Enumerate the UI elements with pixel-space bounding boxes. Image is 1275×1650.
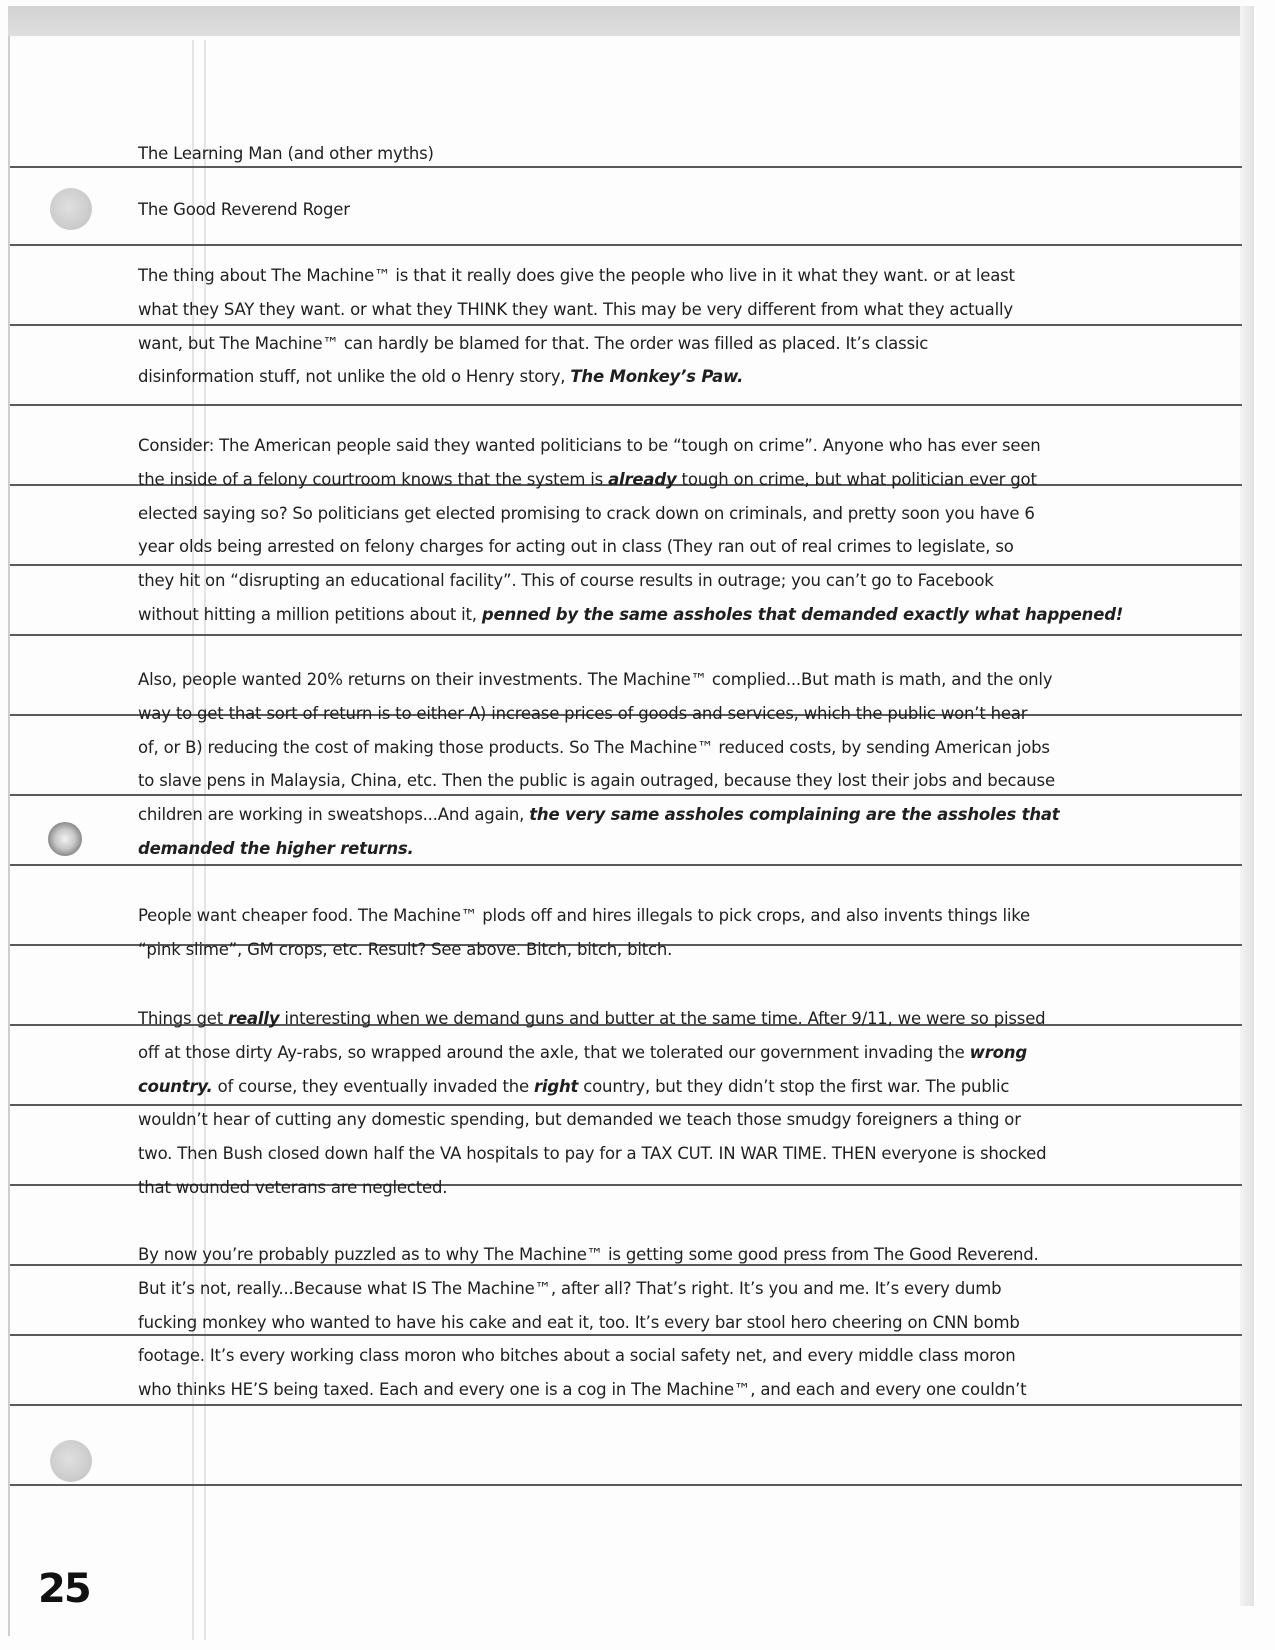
text-run: Also, people wanted 20% returns on their investments. The Machine™ complied...But math is math, and the only <box>138 670 1053 689</box>
text-line <box>138 1144 1046 1163</box>
italic-text: country. <box>138 1076 213 1096</box>
ruled-line <box>10 1484 1242 1486</box>
text-line <box>138 334 928 353</box>
text-line <box>138 1009 1045 1028</box>
ruled-line <box>10 564 1242 566</box>
text-run: But it’s not, really...Because what IS The Machine™, after all? That’s right. It’s you and me. It’s every dumb <box>138 1278 1002 1298</box>
text-line <box>138 839 414 858</box>
binder-hole <box>48 822 82 856</box>
text-line <box>138 1346 1016 1365</box>
italic-text: the very same assholes complaining are the assholes that <box>529 805 1060 825</box>
text-run: tough on crime, but what politician ever got <box>676 469 1037 489</box>
page-number: 25 <box>38 1566 90 1612</box>
text-run: they hit on “disrupting an educational facility”. This of course results in outrage; you can’t go to Facebook <box>138 571 994 591</box>
text-run: People want cheaper food. The Machine™ plods off and hires illegals to pick crops, and also invents things like <box>138 906 1030 925</box>
text-run: Things get <box>138 1009 229 1028</box>
scan-top-band <box>8 6 1252 36</box>
ruled-line <box>10 1404 1242 1406</box>
text-run: who thinks HE’S being taxed. Each and every one is a cog in The Machine™, and each and every one couldn’t <box>138 1380 1027 1400</box>
text-run: of course, they eventually invaded the <box>212 1076 534 1096</box>
italic-text: wrong <box>969 1042 1027 1062</box>
text-run: By now you’re probably puzzled as to why The Machine™ is getting some good press from The Good Reverend. <box>138 1245 1039 1264</box>
text-line <box>138 670 1052 689</box>
text-line <box>138 571 994 590</box>
text-line <box>138 504 1035 523</box>
document-author: The Good Reverend Roger <box>138 200 350 219</box>
ruled-line <box>10 1264 1242 1266</box>
scan-right-edge <box>1240 6 1254 1606</box>
text-line <box>138 738 1050 757</box>
text-run: The thing about The Machine™ is that it really does give the people who live in it what they want. or at least <box>138 266 1015 285</box>
text-line <box>138 704 1027 723</box>
ruled-line <box>10 1104 1242 1106</box>
text-line <box>138 367 743 386</box>
text-run: that wounded veterans are neglected. <box>138 1178 448 1197</box>
text-line <box>138 436 1041 455</box>
text-run: children are working in sweatshops...And again, <box>138 805 530 825</box>
text-line <box>138 1245 1039 1264</box>
ruled-line <box>10 864 1242 866</box>
text-run: off at those dirty Ay-rabs, so wrapped around the axle, that we tolerated our government invading the <box>138 1042 970 1062</box>
text-run: the inside of a felony courtroom knows that the system is <box>138 469 609 489</box>
binder-hole <box>50 1440 92 1482</box>
text-run: disinformation stuff, not unlike the old o Henry story, <box>138 367 571 387</box>
text-run: want, but The Machine™ can hardly be blamed for that. The order was filled as placed. It’s classic <box>138 333 929 353</box>
text-run: wouldn’t hear of cutting any domestic spending, but demanded we teach those smudgy foreigners a thing or <box>138 1110 1021 1130</box>
text-line <box>138 537 1014 556</box>
italic-text: already <box>608 469 677 489</box>
italic-text: The Monkey’s Paw. <box>570 367 744 387</box>
ruled-line <box>10 404 1242 406</box>
document-title: The Learning Man (and other myths) <box>138 144 434 163</box>
ruled-line <box>10 324 1242 326</box>
text-run: way to get that sort of return is to either A) increase prices of goods and services, which the public won’t hear <box>138 703 1028 723</box>
text-run: to slave pens in Malaysia, China, etc. Then the public is again outraged, because they lost their jobs and because <box>138 771 1055 791</box>
text-run: “pink slime”, GM crops, etc. Result? See above. Bitch, bitch, bitch. <box>138 939 673 959</box>
text-run: country, but they didn’t stop the first war. The public <box>578 1076 1010 1096</box>
text-run: of, or B) reducing the cost of making those products. So The Machine™ reduced costs, by sending American jobs <box>138 737 1050 757</box>
text-line <box>138 1313 1020 1332</box>
italic-text: demanded the higher returns. <box>138 839 414 858</box>
ruled-line <box>10 166 1242 168</box>
text-line <box>138 940 672 959</box>
text-line <box>138 300 1013 319</box>
text-run: footage. It’s every working class moron who bitches about a social safety net, and every middle class moron <box>138 1346 1016 1366</box>
text-line <box>138 470 1037 489</box>
text-line <box>138 1380 1026 1399</box>
text-run: Consider: The American people said they wanted politicians to be “tough on crime”. Anyone who has ever seen <box>138 436 1041 455</box>
text-line <box>138 805 1060 824</box>
text-run: year olds being arrested on felony charges for acting out in class (They ran out of real crimes to legislate, so <box>138 537 1014 557</box>
text-run: what they SAY they want. or what they THINK they want. This may be very different from what they actually <box>138 299 1013 319</box>
text-run: without hitting a million petitions about it, <box>138 605 482 624</box>
ruled-line <box>10 634 1242 636</box>
text-line <box>138 771 1055 790</box>
italic-text: really <box>228 1009 280 1028</box>
italic-text: right <box>534 1076 579 1096</box>
text-line <box>138 1178 447 1197</box>
text-run: two. Then Bush closed down half the VA hospitals to pay for a TAX CUT. IN WAR TIME. THEN everyone is shocked <box>138 1144 1047 1164</box>
text-run: interesting when we demand guns and butter at the same time. After 9/11, we were so pissed <box>279 1009 1046 1028</box>
text-line <box>138 1077 1009 1096</box>
text-line <box>138 1279 1001 1298</box>
italic-text: penned by the same assholes that demanded exactly what happened! <box>481 605 1124 624</box>
ruled-line <box>10 1334 1242 1336</box>
text-line <box>138 1110 1021 1129</box>
ruled-line <box>10 794 1242 796</box>
text-line <box>138 266 1015 285</box>
scan-left-edge <box>8 36 10 1636</box>
binder-hole <box>50 188 92 230</box>
text-line <box>138 906 1030 925</box>
ruled-line <box>10 244 1242 246</box>
text-line <box>138 605 1123 624</box>
text-line <box>138 1043 1027 1062</box>
text-run: fucking monkey who wanted to have his cake and eat it, too. It’s every bar stool hero cheering on CNN bomb <box>138 1312 1020 1332</box>
text-run: elected saying so? So politicians get elected promising to crack down on criminals, and pretty soon you have 6 <box>138 503 1035 523</box>
